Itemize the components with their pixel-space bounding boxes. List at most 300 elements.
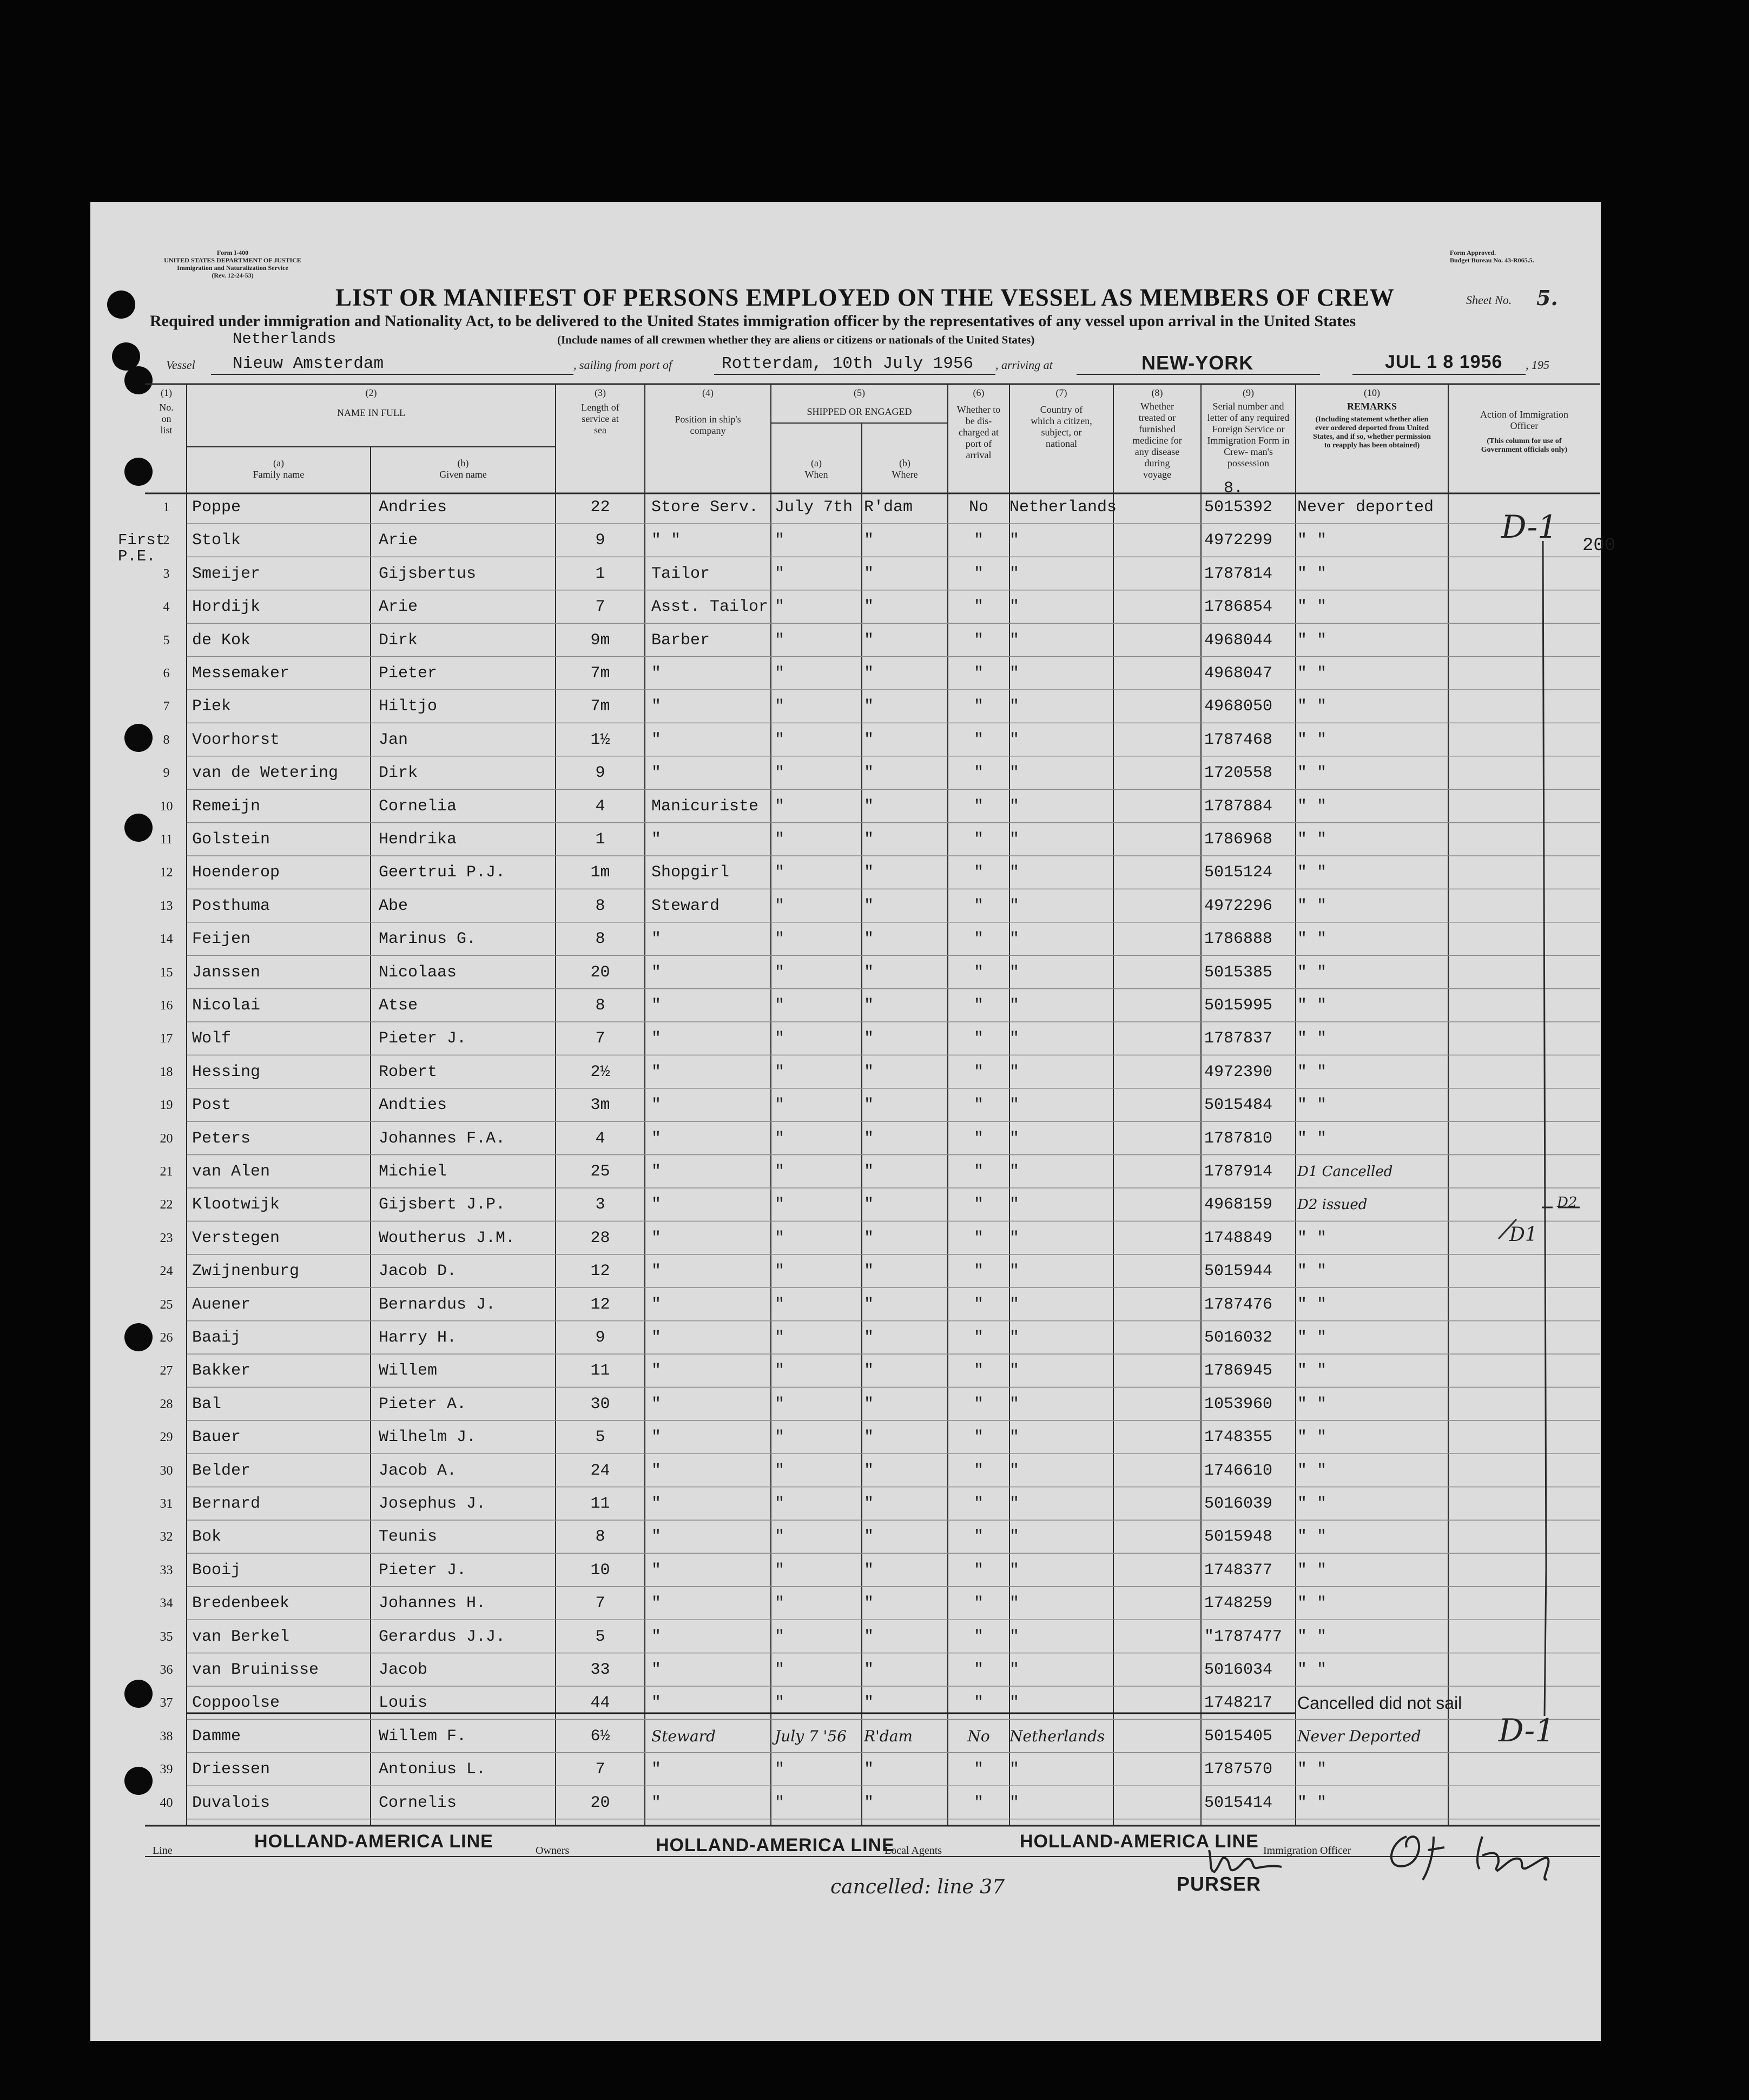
cell-length: 8 [595,930,605,949]
cell-country: " [1009,1661,1020,1679]
cell-when: " [775,1694,785,1713]
cell-no: 6 [163,666,170,681]
cell-country: " [1009,1461,1020,1480]
cell-when: " [775,1395,785,1414]
cell-position: " [651,1329,662,1347]
cell-no: 34 [160,1596,173,1611]
cell-when: " [775,631,785,650]
cell-where: " [864,1295,874,1314]
cell-length: 6½ [590,1727,610,1746]
sailing-label: , sailing from port of [573,358,672,372]
cell-discharged: " [973,564,984,583]
cell-remarks: " " [1297,1329,1327,1347]
cell-length: 5 [595,1627,605,1646]
col2a-header: (a) Family name [253,458,305,480]
form-number: Form I-400 [216,249,249,256]
cell-given: Willem F. [379,1727,467,1746]
cell-remarks: " " [1297,863,1327,882]
cell-family: Janssen [192,963,261,982]
page-subtitle: Required under immigration and Nationality Act, to be delivered to the United States immigration officer by the representatives of any vessel upon arrival in the United States [150,312,1356,330]
cell-remarks: " " [1297,1495,1327,1513]
cell-given: Willem [379,1362,438,1381]
cell-when: " [775,598,785,617]
cell-length: 2½ [590,1062,610,1081]
cell-country: " [1009,1163,1020,1181]
cell-country: " [1009,1793,1020,1812]
cell-country: " [1009,930,1020,949]
cell-serial: 5016034 [1204,1661,1273,1679]
cell-given: Antonius L. [379,1760,486,1779]
cell-given: Woutherus J.M. [379,1229,516,1247]
cell-no: 26 [160,1331,173,1345]
cell-family: Stolk [192,531,241,550]
include-note: (Include names of all crewmen whether they are aliens or citizens or nationals of the United States) [557,333,1035,346]
cell-position: " " [651,531,681,550]
cell-when: " [775,1262,785,1281]
cell-remarks: D2 issued [1297,1197,1368,1213]
vessel-label: Vessel [166,358,195,372]
cell-family: van Alen [192,1163,270,1181]
cell-serial: 4968047 [1204,664,1273,683]
cell-no: 24 [160,1264,173,1279]
line-name: HOLLAND-AMERICA LINE [254,1831,493,1852]
cell-country: " [1009,1561,1020,1580]
cell-family: Posthuma [192,896,270,915]
cell-discharged: " [973,863,984,882]
purser-stamp: PURSER [1177,1873,1262,1895]
cell-serial: 1748217 [1204,1694,1273,1713]
cell-position: " [651,830,662,849]
cell-discharged: " [973,1760,984,1779]
cell-given: Andries [379,498,447,517]
cell-when: " [775,930,785,949]
cell-when: " [775,1295,785,1314]
cell-no: 8 [163,732,170,747]
cell-family: Bauer [192,1428,241,1447]
cell-where: " [864,797,874,816]
cell-length: 9 [595,1329,605,1347]
cell-serial: 5015484 [1204,1096,1273,1115]
cell-where: " [864,896,874,915]
cell-discharged: " [973,1229,984,1247]
cell-discharged: " [973,1528,984,1547]
cell-length: 7 [595,1760,605,1779]
cell-no: 15 [160,965,173,980]
cell-serial: 1786888 [1204,930,1273,949]
cell-remarks: " " [1297,1096,1327,1115]
cell-remarks: " " [1297,631,1327,650]
cell-family: Smeijer [192,564,261,583]
cell-serial: 1786968 [1204,830,1273,849]
cell-country: " [1009,1627,1020,1646]
cell-where: " [864,1029,874,1048]
cell-remarks: " " [1297,664,1327,683]
cell-no: 35 [160,1629,173,1644]
sheet-number: 5. [1536,286,1558,310]
cell-family: Driessen [192,1760,270,1779]
cell-given: Jacob A. [379,1461,457,1480]
cell-given: Andties [379,1096,447,1115]
cell-no: 10 [160,799,173,814]
col2-header: (2) NAME IN FULL [337,387,405,418]
cell-no: 25 [160,1297,173,1312]
cell-country: " [1009,896,1020,915]
cell-remarks: " " [1297,1561,1327,1580]
cell-discharged: " [973,930,984,949]
arriving-at: NEW-YORK [1141,352,1254,374]
cell-when: " [775,1627,785,1646]
cell-country: " [1009,863,1020,882]
cell-when: " [775,1428,785,1447]
cell-country: " [1009,598,1020,617]
cell-when: July 7 '56 [775,1727,847,1745]
cell-family: Bredenbeek [192,1594,290,1613]
cell-where: " [864,1329,874,1347]
cell-when: " [775,1129,785,1148]
cancelled-note: cancelled: line 37 [830,1876,1005,1898]
sheet-label: Sheet No. [1466,293,1512,307]
cell-position: " [651,1129,662,1148]
cell-position: " [651,963,662,982]
cell-length: 11 [590,1495,610,1513]
cell-country: " [1009,1528,1020,1547]
cell-country: " [1009,1495,1020,1513]
cell-where: " [864,930,874,949]
cell-when: " [775,1594,785,1613]
agents-label: Local Agents [885,1845,942,1857]
cell-where: " [864,1362,874,1381]
cell-given: Marinus G. [379,930,477,949]
cell-when: " [775,664,785,683]
cell-family: Auener [192,1295,251,1314]
cell-position: Manicuriste [651,797,759,816]
cell-given: Cornelis [379,1793,457,1812]
cell-serial: 1720558 [1204,764,1273,783]
cell-serial: 1053960 [1204,1395,1273,1414]
cell-given: Johannes F.A. [379,1129,506,1148]
cell-no: 18 [160,1065,173,1079]
cell-when: " [775,896,785,915]
cell-serial: 5015995 [1204,996,1273,1015]
cell-length: 20 [590,1793,610,1812]
cell-country: " [1009,631,1020,650]
cell-given: Pieter J. [379,1029,467,1048]
cell-no: 31 [160,1497,173,1511]
serial-subnote: 8. [1224,479,1244,498]
cell-length: 9 [595,531,605,550]
cell-remarks: " " [1297,1229,1327,1247]
cell-no: 33 [160,1563,173,1577]
cell-when: " [775,963,785,982]
cell-remarks: " " [1297,1262,1327,1281]
cell-discharged: " [973,730,984,749]
cell-no: 30 [160,1463,173,1478]
form-revision: (Rev. 12-24-53) [212,272,254,279]
cell-country: " [1009,564,1020,583]
cell-family: Belder [192,1461,251,1480]
cell-remarks: " " [1297,730,1327,749]
cell-position: " [651,1196,662,1214]
cell-length: 25 [590,1163,610,1181]
cell-no: 38 [160,1729,173,1744]
cell-position: " [651,1229,662,1247]
cell-no: 17 [160,1032,173,1046]
cell-where: " [864,1262,874,1281]
cell-family: Zwijnenburg [192,1262,300,1281]
cell-when: " [775,730,785,749]
cell-when: " [775,1495,785,1513]
cell-discharged: " [973,664,984,683]
cell-when: " [775,1096,785,1115]
cell-length: 3 [595,1196,605,1214]
cell-serial: 5015405 [1204,1727,1273,1746]
cell-when: " [775,764,785,783]
cell-discharged: " [973,1029,984,1048]
cell-family: Post [192,1096,232,1115]
line-label: Line [153,1845,173,1857]
cell-position: " [651,1661,662,1679]
cell-remarks: " " [1297,697,1327,716]
sailing-from: Rotterdam, 10th July 1956 [722,354,974,373]
cell-length: 7 [595,598,605,617]
cell-serial: 4968044 [1204,631,1273,650]
cell-length: 5 [595,1428,605,1447]
cell-when: " [775,797,785,816]
cell-country: " [1009,1129,1020,1148]
cell-no: 19 [160,1098,173,1113]
cell-length: 7m [590,697,610,716]
cell-remarks: Cancelled did not sail [1297,1693,1462,1713]
cell-remarks: " " [1297,598,1327,617]
cell-when: " [775,1461,785,1480]
cell-serial: 5016032 [1204,1329,1273,1347]
cell-where: " [864,1062,874,1081]
cell-when: " [775,863,785,882]
cell-position: " [651,1627,662,1646]
cell-family: Golstein [192,830,270,849]
cell-country: " [1009,1594,1020,1613]
cell-length: 8 [595,896,605,915]
cell-position: Tailor [651,564,710,583]
cell-where: " [864,631,874,650]
cell-discharged: " [973,697,984,716]
cell-country: " [1009,1062,1020,1081]
cell-serial: 1748259 [1204,1594,1273,1613]
cell-no: 32 [160,1530,173,1544]
d1-bottom-note: D-1 [1499,1712,1555,1749]
cell-length: 8 [595,1528,605,1547]
budget-number: Budget Bureau No. 43-R065.5. [1450,256,1534,264]
cell-given: Arie [379,598,418,617]
cell-no: 40 [160,1795,173,1810]
cell-remarks: " " [1297,896,1327,915]
cell-length: 4 [595,1129,605,1148]
cell-no: 1 [163,500,170,514]
cell-length: 11 [590,1362,610,1381]
cell-remarks: " " [1297,1129,1327,1148]
cell-remarks: " " [1297,531,1327,550]
cell-no: 39 [160,1762,173,1777]
cell-given: Louis [379,1694,428,1713]
cell-remarks: " " [1297,1295,1327,1314]
cell-serial: 5016039 [1204,1495,1273,1513]
cell-where: " [864,1627,874,1646]
cell-family: Klootwijk [192,1196,280,1214]
cell-family: Wolf [192,1029,232,1048]
cell-country: " [1009,797,1020,816]
cell-given: Geertrui P.J. [379,863,506,882]
cell-country: " [1009,963,1020,982]
cell-family: Remeijn [192,797,261,816]
cell-given: Teunis [379,1528,438,1547]
cell-serial: 4972299 [1204,531,1273,550]
cell-discharged: " [973,830,984,849]
cell-where: " [864,863,874,882]
cell-discharged: " [973,598,984,617]
cell-position: " [651,1694,662,1713]
cell-when: " [775,1196,785,1214]
cell-no: 37 [160,1696,173,1711]
cell-family: Bok [192,1528,222,1547]
cell-serial: 4968159 [1204,1196,1273,1214]
cell-country: " [1009,1229,1020,1247]
cell-length: 33 [590,1661,610,1679]
cell-country: " [1009,531,1020,550]
cell-when: " [775,1229,785,1247]
cell-where: " [864,1528,874,1547]
cell-length: 24 [590,1461,610,1480]
cell-remarks: D1 Cancelled [1297,1164,1393,1180]
form-approved: Form Approved. [1450,249,1496,256]
cell-no: 29 [160,1430,173,1445]
cell-no: 20 [160,1131,173,1146]
cell-remarks: " " [1297,1627,1327,1646]
cell-given: Pieter A. [379,1395,467,1414]
cell-country: " [1009,730,1020,749]
cell-where: " [864,1594,874,1613]
cell-discharged: " [973,1096,984,1115]
cell-position: " [651,1495,662,1513]
cell-serial: 1748355 [1204,1428,1273,1447]
cell-no: 2 [163,533,170,548]
cell-where: " [864,1229,874,1247]
cell-position: " [651,697,662,716]
cell-no: 13 [160,899,173,913]
cell-when: " [775,1029,785,1048]
cell-serial: 1786854 [1204,598,1273,617]
cell-when: " [775,1062,785,1081]
owners-label: Owners [536,1845,570,1857]
col11-header: Action of Immigration Officer (This column for use of Government officials only) [1480,409,1568,454]
col10-header: (10) REMARKS (Including statement whether alien ever ordered deported from United States, and if so, whether permission to reapply has been obtained) [1313,387,1431,450]
cell-remarks: " " [1297,1528,1327,1547]
cell-serial: 1746610 [1204,1461,1273,1480]
cell-length: 1m [590,863,610,882]
cell-discharged: " [973,1262,984,1281]
form-service: Immigration and Naturalization Service [177,264,288,272]
cell-serial: 5015948 [1204,1528,1273,1547]
cell-serial: 1787570 [1204,1760,1273,1779]
col6-header: (6) Whether to be dis- charged at port of arrival [956,387,1001,460]
cell-serial: 4972296 [1204,896,1273,915]
owners-name: HOLLAND-AMERICA LINE [656,1835,895,1855]
cell-when: " [775,830,785,849]
cell-country: Netherlands [1009,498,1117,517]
cell-country: " [1009,1362,1020,1381]
count-note: 200 [1582,536,1616,556]
cell-discharged: " [973,531,984,550]
cell-when: " [775,1561,785,1580]
cell-family: Hessing [192,1062,261,1081]
cell-discharged: " [973,764,984,783]
cell-discharged: " [973,1627,984,1646]
cell-remarks: " " [1297,963,1327,982]
d1-top-note: D-1 [1501,509,1558,545]
cell-given: Jacob D. [379,1262,457,1281]
cell-given: Nicolaas [379,963,457,982]
cell-family: Voorhorst [192,730,280,749]
cell-serial: "1787477 [1204,1627,1283,1646]
cell-given: Harry H. [379,1329,457,1347]
purser-signature [1209,1850,1282,1872]
cell-discharged: " [973,1793,984,1812]
cell-country: " [1009,1428,1020,1447]
cell-where: " [864,1561,874,1580]
cell-no: 5 [163,633,170,648]
cell-length: 9 [595,764,605,783]
cell-where: " [864,764,874,783]
cell-position: " [651,730,662,749]
cell-where: " [864,1395,874,1414]
cell-family: Bernard [192,1495,261,1513]
cell-discharged: " [973,1062,984,1081]
col5b-header: (b) Where [892,458,918,480]
cell-when: " [775,1528,785,1547]
cell-discharged: " [973,1295,984,1314]
cell-length: 10 [590,1561,610,1580]
cell-serial: 1748849 [1204,1229,1273,1247]
cell-remarks: Never Deported [1297,1727,1421,1745]
form-department: UNITED STATES DEPARTMENT OF JUSTICE [164,256,301,264]
cell-discharged: " [973,963,984,982]
cell-when: " [775,1661,785,1679]
cell-when: " [775,1329,785,1347]
cell-no: 22 [160,1198,173,1212]
cell-given: Pieter J. [379,1561,467,1580]
cell-remarks: " " [1297,1594,1327,1613]
cell-given: Wilhelm J. [379,1428,477,1447]
cell-given: Arie [379,531,418,550]
cell-position: Barber [651,631,710,650]
cell-family: van Bruinisse [192,1661,319,1679]
cell-discharged: " [973,1594,984,1613]
cell-length: 1 [595,830,605,849]
cell-discharged: " [973,1461,984,1480]
cell-discharged: No [967,1727,990,1745]
cell-where: " [864,830,874,849]
cell-serial: 1748377 [1204,1561,1273,1580]
cell-country: " [1009,1694,1020,1713]
cell-position: " [651,1528,662,1547]
cell-remarks: " " [1297,930,1327,949]
cell-serial: 5015392 [1204,498,1273,517]
officer-signature [1391,1837,1549,1880]
cell-country: Netherlands [1009,1727,1105,1745]
cell-remarks: " " [1297,1029,1327,1048]
cell-serial: 1787884 [1204,797,1273,816]
cell-family: Feijen [192,930,251,949]
cell-given: Cornelia [379,797,457,816]
